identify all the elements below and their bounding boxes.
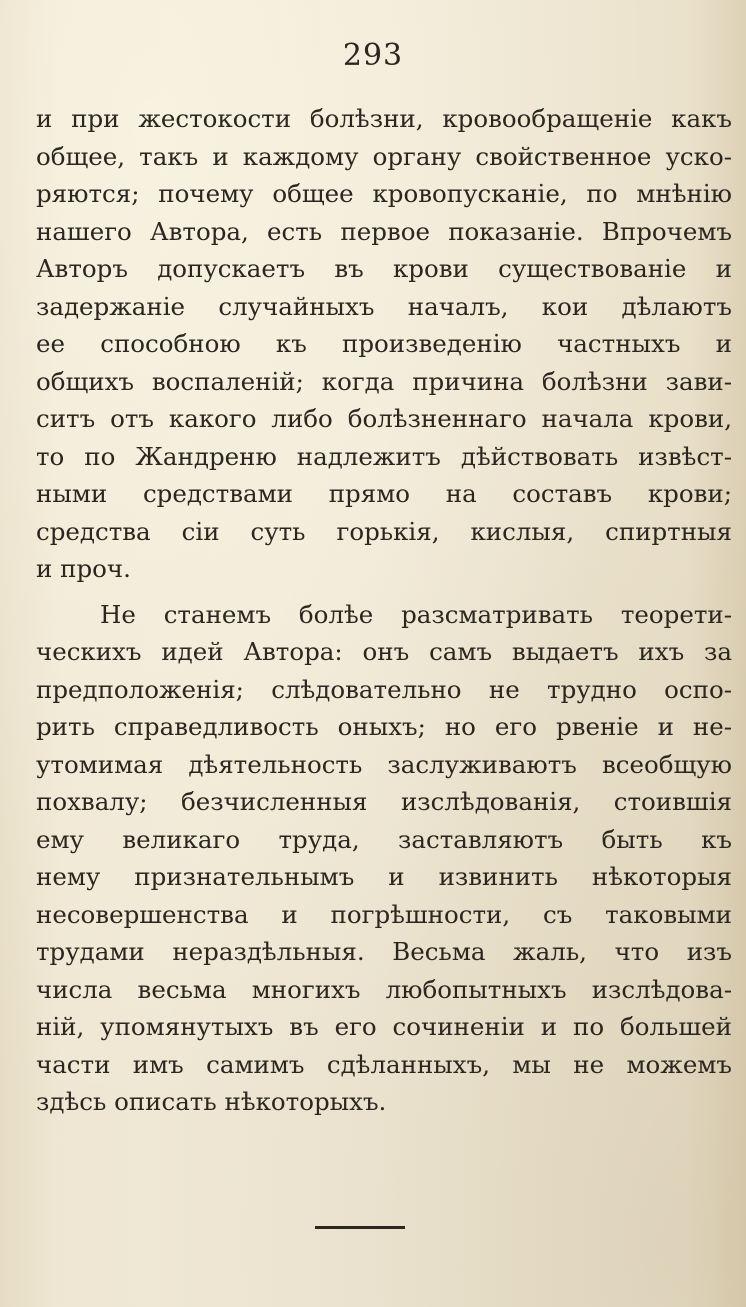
text-line: общихъ воспаленій; когда причина болѣзни зави- (36, 366, 732, 396)
page-number: 293 (342, 38, 404, 73)
text-line: Не станемъ болѣе разсматривать теорети- (100, 599, 732, 629)
text-line: нашего Автора, есть первое показаніе. Впрочемъ (36, 216, 732, 246)
text-line: ее способною къ произведенію частныхъ и (36, 329, 732, 358)
text-line: ряются; почему общее кровопусканіе, по мнѣнію (36, 179, 732, 208)
text-line: и проч. (36, 554, 131, 583)
text-line: то по Жандреню надлежитъ дѣйствовать извѣст- (36, 441, 732, 471)
text-line: ными средствами прямо на составъ крови; (36, 479, 732, 508)
paragraph-gap (36, 588, 732, 596)
text-line: нему признательнымъ и извинить нѣкоторыя (36, 862, 732, 891)
paragraph-1 (36, 100, 732, 588)
section-divider-rule (315, 1226, 405, 1229)
text-line: ческихъ идей Автора: онъ самъ выдаетъ ихъ за (36, 637, 732, 666)
text-line: здѣсь описать нѣкоторыхъ. (36, 1087, 387, 1116)
text-line: рить справедливость оныхъ; но его рвеніе и не- (36, 712, 732, 741)
text-line: похвалу; безчисленныя изслѣдованія, стоившія (36, 787, 732, 816)
text-line: ній, упомянутыхъ въ его сочиненіи и по большей (36, 1012, 732, 1041)
text-line: части имъ самимъ сдѣланныхъ, мы не можемъ (36, 1049, 732, 1079)
text-line: средства сіи суть горькія, кислыя, спиртныя (36, 516, 732, 546)
text-line: ему великаго труда, заставляютъ быть къ (36, 824, 732, 854)
text-line: задержаніе случайныхъ началъ, кои дѣлаютъ (36, 291, 732, 321)
text-line: предположенія; слѣдовательно не трудно оспо- (36, 674, 732, 704)
text-line: ситъ отъ какого либо болѣзненнаго начала крови, (36, 404, 732, 433)
paragraph-2 (36, 596, 732, 1121)
text-line: общее, такъ и каждому органу свойственное уско- (36, 141, 732, 171)
text-line: трудами нераздѣльныя. Весьма жаль, что изъ (36, 937, 732, 966)
text-line: несовершенства и погрѣшности, съ таковыми (36, 899, 732, 929)
text-line: числа весьма многихъ любопытныхъ изслѣдова- (36, 974, 732, 1004)
text-line: Авторъ допускаетъ въ крови существованіе и (36, 254, 732, 283)
text-line: и при жестокости болѣзни, кровообращеніе какъ (36, 104, 732, 133)
body-text (36, 100, 732, 1121)
text-line: утомимая дѣятельность заслуживаютъ всеобщую (36, 749, 732, 779)
